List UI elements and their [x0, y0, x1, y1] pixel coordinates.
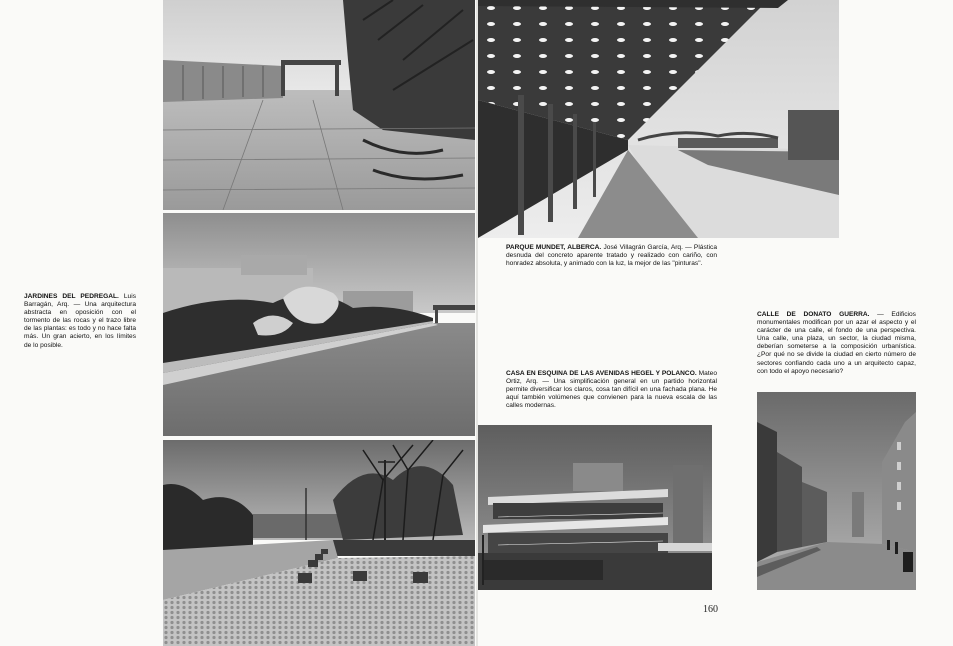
- photo-donato-guerra: [757, 392, 916, 590]
- caption-guerra: [757, 311, 916, 376]
- caption-hegel: [506, 370, 717, 410]
- photo-mundet-pool: [478, 0, 839, 238]
- caption-hegel-body: Mateo Ortiz, Arq. — Una simplificación general en un partido horizontal permite diversificar los claros, cosa tan difícil en una fachada plana. He aquí también volúmenes que convienen para la nueva escala de las calles modernas.: [506, 370, 717, 410]
- caption-hegel-title: CASA EN ESQUINA DE LAS AVENIDAS HEGEL Y POLANCO.: [506, 370, 697, 377]
- page-number: 160: [703, 604, 718, 615]
- caption-guerra-title: CALLE DE DONATO GUERRA.: [757, 311, 870, 318]
- photo-hegel-house: [478, 425, 712, 590]
- caption-pedregal-title: JARDINES DEL PEDREGAL.: [24, 293, 119, 300]
- photo-pedregal-street: [163, 440, 475, 646]
- caption-mundet-body: José Villagrán García, Arq. — Plástica desnuda del concreto aparente tratado y realizado con cariño, con honradez absoluta, y animado con la luz, la mejor de las "pinturas".: [506, 244, 718, 268]
- caption-pedregal-body: Luis Barragán, Arq. — Una arquitectura abstracta en oposición con el tormento de las rocas y el trazo libre de las plantas: es todo y no hace falta más. Un gran acierto, en los límites de lo posible.: [24, 293, 136, 349]
- caption-pedregal: [24, 293, 136, 350]
- photo-pedregal-road: [163, 213, 475, 436]
- caption-guerra-body: — Edificios monumentales modifican por un azar el aspecto y el carácter de una calle, el fondo de una perspectiva. Una calle, una plaza, un sector, la ciudad misma, deberían someterse a la composición urbanística. ¿Por qué no se divide la ciudad en cierto número de sectores confiando cada uno a un arquitecto capaz, con todo el apoyo necesario?: [757, 311, 916, 375]
- caption-mundet-title: PARQUE MUNDET, ALBERCA.: [506, 244, 602, 251]
- photo-pedregal-gate: [163, 0, 475, 210]
- caption-mundet: [506, 244, 717, 268]
